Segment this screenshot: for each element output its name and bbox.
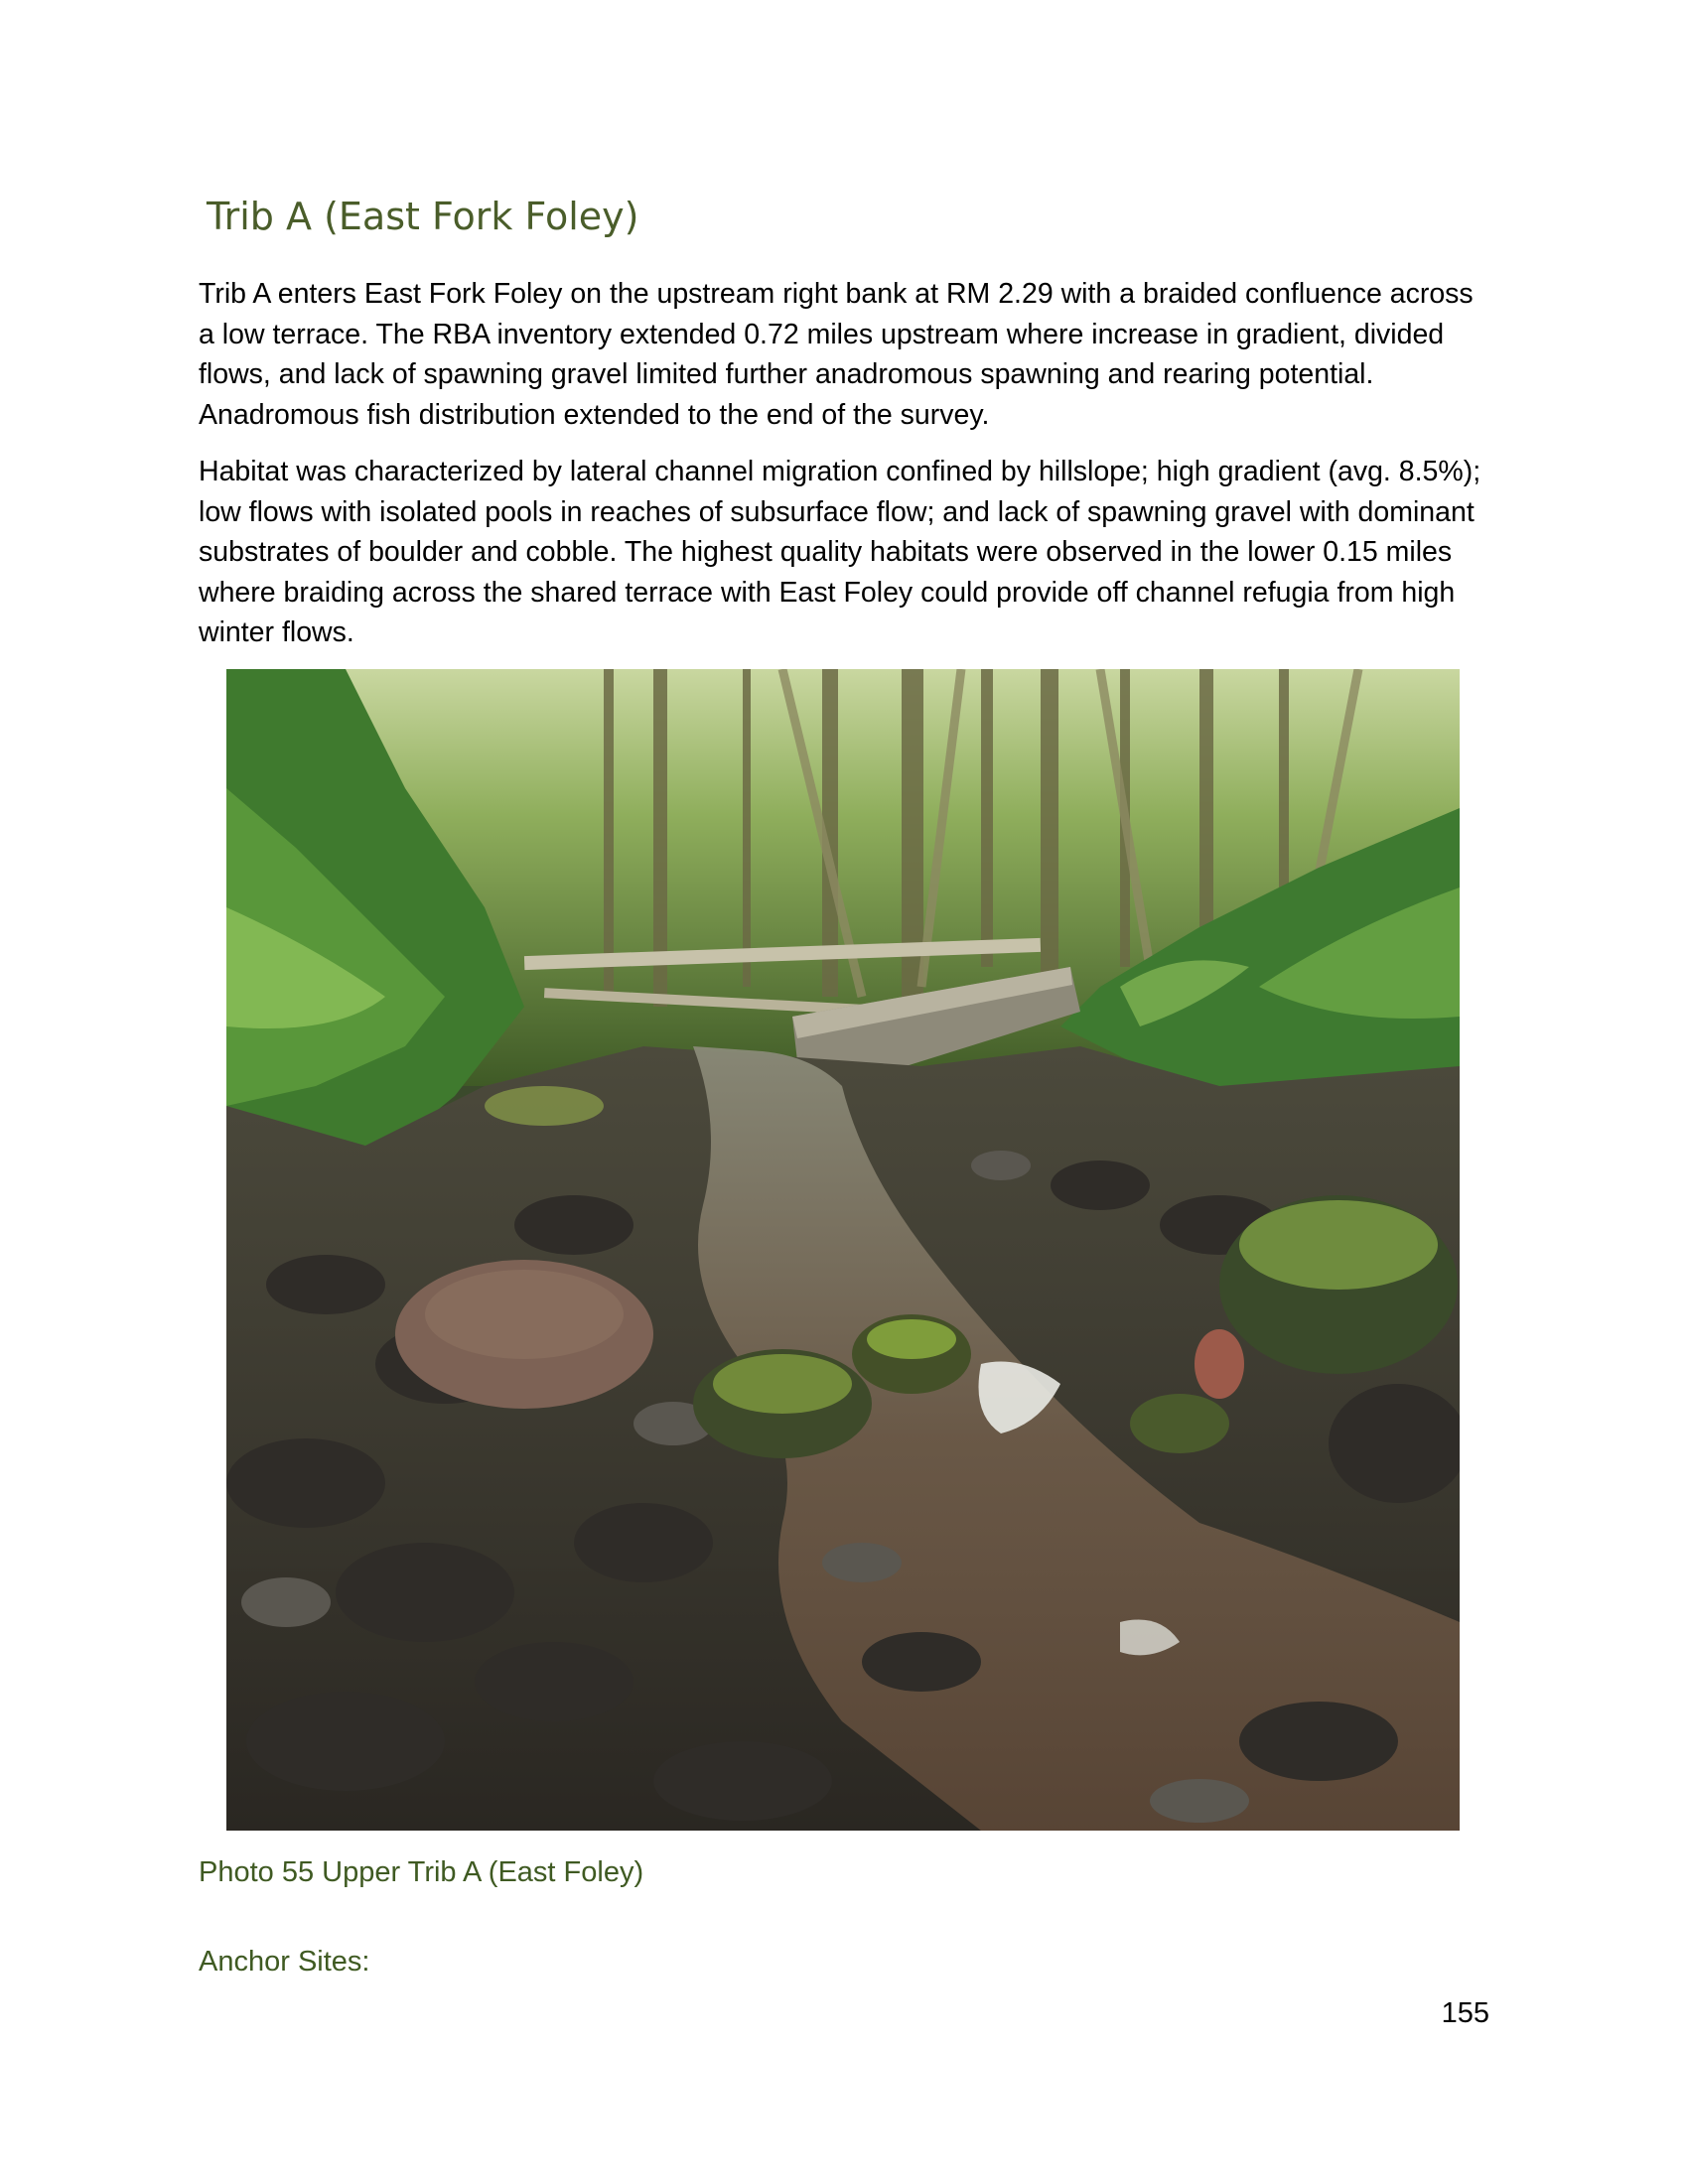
stream-photo-illustration bbox=[226, 669, 1460, 1831]
body-paragraph-2: Habitat was characterized by lateral channel migration confined by hillslope; high gradient (avg. 8.5%); low flows with isolated pools in reaches of subsurface flow; and lack of spawning gravel with dominant substrates of boulder and cobble. The highest quality habitats were observed in the lower 0.15 miles where braiding across the shared terrace with East Foley could provide off channel refugia from high winter flows. bbox=[199, 456, 1481, 648]
body-paragraph-1: Trib A enters East Fork Foley on the upstream right bank at RM 2.29 with a braided confluence across a low terrace. The RBA inventory extended 0.72 miles upstream where increase in gradient, divided flows, and lack of spawning gravel limited further anadromous spawning and rearing potential. Anadromous fish distribution extended to the end of the survey. bbox=[199, 278, 1474, 431]
page-number: 155 bbox=[1441, 1997, 1489, 2029]
anchor-sites-label: Anchor Sites: bbox=[199, 1946, 370, 1978]
section-heading: Trib A (East Fork Foley) bbox=[207, 195, 639, 238]
photo-caption: Photo 55 Upper Trib A (East Foley) bbox=[199, 1856, 644, 1888]
stream-photo bbox=[226, 669, 1460, 1831]
